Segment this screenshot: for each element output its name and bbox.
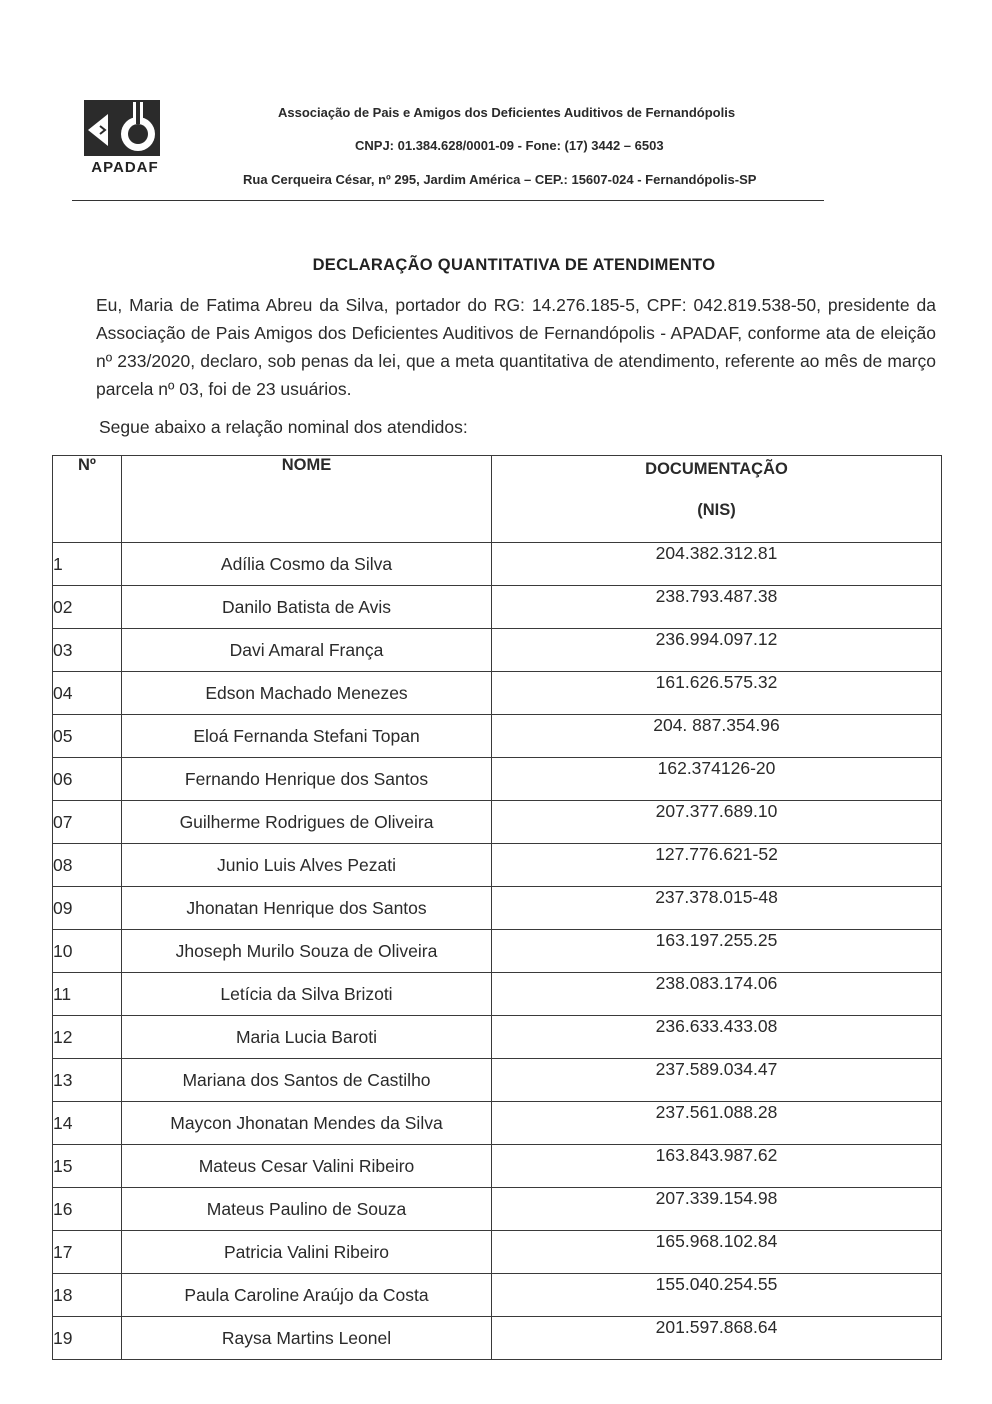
- table-row: [53, 586, 942, 629]
- table-row: [53, 1274, 942, 1317]
- table-row: [53, 758, 942, 801]
- org-address: Rua Cerqueira César, nº 295, Jardim América – CEP.: 15607-024 - Fernandópolis-SP: [243, 172, 757, 187]
- table-row: [53, 930, 942, 973]
- row-number: 18: [53, 1274, 122, 1317]
- declaration-paragraph: Eu, Maria de Fatima Abreu da Silva, portador do RG: 14.276.185-5, CPF: 042.819.538-50, presidente da Associação de Pais Amigos dos Deficientes Auditivos de Fernandópolis - APADAF, conforme ata de eleição nº 233/2020, declaro, sob penas da lei, que a meta quantitativa de atendimento, referente ao mês de março parcela nº 03, foi de 23 usuários.: [96, 295, 936, 399]
- apadaf-logo: [78, 96, 170, 178]
- table-row: [53, 1016, 942, 1059]
- row-number: 19: [53, 1317, 122, 1360]
- row-number: 13: [53, 1059, 122, 1102]
- row-nis: 236.633.433.08: [492, 1016, 942, 1059]
- row-number: 14: [53, 1102, 122, 1145]
- row-name: Raysa Martins Leonel: [122, 1317, 492, 1360]
- header-doc-label: DOCUMENTAÇÃO: [645, 460, 788, 478]
- table-row: [53, 973, 942, 1016]
- row-name: Patricia Valini Ribeiro: [122, 1231, 492, 1274]
- row-nis: 155.040.254.55: [492, 1274, 942, 1317]
- row-nis: 163.843.987.62: [492, 1145, 942, 1188]
- row-nis: 201.597.868.64: [492, 1317, 942, 1360]
- row-name: Adília Cosmo da Silva: [122, 543, 492, 586]
- row-number: 02: [53, 586, 122, 629]
- row-name: Paula Caroline Araújo da Costa: [122, 1274, 492, 1317]
- row-name: Mariana dos Santos de Castilho: [122, 1059, 492, 1102]
- row-number: 11: [53, 973, 122, 1016]
- row-number: 16: [53, 1188, 122, 1231]
- row-number: 08: [53, 844, 122, 887]
- row-name: Letícia da Silva Brizoti: [122, 973, 492, 1016]
- logo-text: APADAF: [91, 159, 159, 176]
- attendees-table: [52, 455, 942, 1360]
- header-name: NOME: [122, 456, 492, 543]
- row-number: 12: [53, 1016, 122, 1059]
- row-number: 10: [53, 930, 122, 973]
- table-row: [53, 801, 942, 844]
- row-name: Guilherme Rodrigues de Oliveira: [122, 801, 492, 844]
- row-name: Jhoseph Murilo Souza de Oliveira: [122, 930, 492, 973]
- row-name: Edson Machado Menezes: [122, 672, 492, 715]
- document-title: DECLARAÇÃO QUANTITATIVA DE ATENDIMENTO: [312, 256, 716, 274]
- row-number: 1: [53, 543, 122, 586]
- row-name: Mateus Paulino de Souza: [122, 1188, 492, 1231]
- row-number: 07: [53, 801, 122, 844]
- row-number: 04: [53, 672, 122, 715]
- list-intro: Segue abaixo a relação nominal dos atendidos:: [99, 417, 468, 437]
- header-doc-sub: (NIS): [697, 501, 736, 519]
- row-nis: 236.994.097.12: [492, 629, 942, 672]
- table-row: [53, 1102, 942, 1145]
- row-nis: 237.589.034.47: [492, 1059, 942, 1102]
- row-number: 09: [53, 887, 122, 930]
- header-divider: [72, 200, 824, 201]
- table-row: [53, 887, 942, 930]
- header-number: Nº: [53, 456, 122, 543]
- row-nis: 204. 887.354.96: [492, 715, 942, 758]
- row-number: 17: [53, 1231, 122, 1274]
- table-row: [53, 844, 942, 887]
- row-nis: 161.626.575.32: [492, 672, 942, 715]
- table-row: [53, 1145, 942, 1188]
- row-name: Eloá Fernanda Stefani Topan: [122, 715, 492, 758]
- row-nis: 163.197.255.25: [492, 930, 942, 973]
- row-nis: 162.374126-20: [492, 758, 942, 801]
- table-row: [53, 1317, 942, 1360]
- row-nis: 204.382.312.81: [492, 543, 942, 586]
- row-nis: 237.561.088.28: [492, 1102, 942, 1145]
- row-nis: 165.968.102.84: [492, 1231, 942, 1274]
- row-number: 03: [53, 629, 122, 672]
- org-name: Associação de Pais e Amigos dos Deficientes Auditivos de Fernandópolis: [278, 105, 736, 120]
- row-name: Maycon Jhonatan Mendes da Silva: [122, 1102, 492, 1145]
- table-row: [53, 1059, 942, 1102]
- table-row: [53, 543, 942, 586]
- table-row: [53, 1231, 942, 1274]
- table-row: [53, 1188, 942, 1231]
- row-nis: 207.377.689.10: [492, 801, 942, 844]
- table-row: [53, 672, 942, 715]
- row-nis: 127.776.621-52: [492, 844, 942, 887]
- table-header-row: [53, 456, 942, 543]
- row-nis: 207.339.154.98: [492, 1188, 942, 1231]
- org-contact: CNPJ: 01.384.628/0001-09 - Fone: (17) 3442 – 6503: [355, 138, 664, 153]
- row-name: Fernando Henrique dos Santos: [122, 758, 492, 801]
- table-row: [53, 629, 942, 672]
- row-nis: 238.083.174.06: [492, 973, 942, 1016]
- row-nis: 238.793.487.38: [492, 586, 942, 629]
- row-name: Jhonatan Henrique dos Santos: [122, 887, 492, 930]
- row-nis: 237.378.015-48: [492, 887, 942, 930]
- ear-logo-icon: [78, 96, 166, 160]
- row-name: Danilo Batista de Avis: [122, 586, 492, 629]
- table-row: [53, 715, 942, 758]
- row-name: Junio Luis Alves Pezati: [122, 844, 492, 887]
- header-documentation: [492, 456, 942, 543]
- row-name: Maria Lucia Baroti: [122, 1016, 492, 1059]
- row-number: 15: [53, 1145, 122, 1188]
- row-number: 06: [53, 758, 122, 801]
- row-name: Mateus Cesar Valini Ribeiro: [122, 1145, 492, 1188]
- row-number: 05: [53, 715, 122, 758]
- row-name: Davi Amaral França: [122, 629, 492, 672]
